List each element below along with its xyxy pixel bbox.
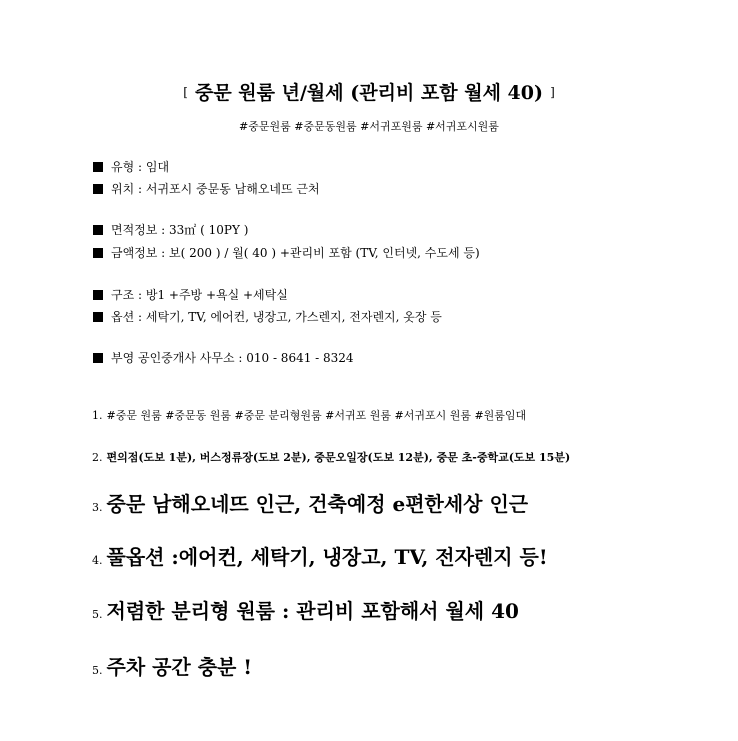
- info-text: 금액정보 : 보( 200 ) / 월( 40 ) +관리비 포함 (TV, 인터넷, 수도세 등): [111, 246, 480, 260]
- page-title: 중문 원룸 년/월세 (관리비 포함 월세 40): [194, 82, 543, 104]
- hashtags: #중문원룸 #중문동원룸 #서귀포원룸 #서귀포시원룸: [239, 120, 499, 133]
- info-item-type: [93, 159, 169, 175]
- info-item-contact: [93, 350, 354, 366]
- point-text: 풀옵션 :에어컨, 세탁기, 냉장고, TV, 전자렌지 등!: [106, 545, 548, 569]
- point-item-3: [92, 488, 528, 517]
- point-item-1: [92, 404, 526, 423]
- point-text: 편의점(도보 1분), 버스정류장(도보 2분), 중문오일장(도보 12분), 중문 초-중학교(도보 15분): [106, 451, 571, 464]
- info-text: 부영 공인중개사 사무소 : 010 - 8641 - 8324: [111, 351, 354, 365]
- info-text: 유형 : 임대: [111, 160, 170, 174]
- info-item-location: [93, 181, 320, 197]
- bullet-square-icon: [93, 184, 103, 194]
- point-text: 중문 남해오네뜨 인근, 건축예정 e편한세상 인근: [106, 492, 529, 516]
- point-item-6: [92, 651, 252, 680]
- info-text: 위치 : 서귀포시 중문동 남해오네뜨 근처: [111, 182, 320, 196]
- bullet-square-icon: [93, 312, 103, 322]
- title-bracket-close: ]: [550, 85, 555, 99]
- point-number: 3.: [92, 501, 103, 514]
- info-text: 구조 : 방1 +주방 +욕실 +세탁실: [111, 288, 288, 302]
- point-item-4: [92, 541, 548, 570]
- title-bracket-open: [: [183, 85, 188, 99]
- point-number: 4.: [92, 554, 103, 567]
- info-text: 면적정보 : 33㎡ ( 10PY ): [111, 223, 249, 237]
- point-item-2: [92, 446, 570, 465]
- point-item-5: [92, 595, 519, 624]
- point-text: #중문 원룸 #중문동 원룸 #중문 분리형원룸 #서귀포 원룸 #서귀포시 원룸 #원룸임대: [106, 409, 527, 422]
- point-text: 주차 공간 충분 !: [106, 655, 253, 679]
- bullet-square-icon: [93, 225, 103, 235]
- info-text: 옵션 : 세탁기, TV, 에어컨, 냉장고, 가스렌지, 전자렌지, 옷장 등: [111, 310, 442, 324]
- bullet-square-icon: [93, 162, 103, 172]
- info-item-area: [93, 222, 248, 238]
- info-item-price: [93, 245, 480, 261]
- bullet-square-icon: [93, 248, 103, 258]
- bullet-square-icon: [93, 353, 103, 363]
- point-text: 저렴한 분리형 원룸 : 관리비 포함해서 월세 40: [106, 599, 519, 623]
- point-number: 5.: [92, 608, 103, 621]
- point-number: 5.: [92, 664, 103, 677]
- title-line: [0, 78, 738, 105]
- info-item-options: [93, 309, 442, 325]
- info-item-structure: [93, 287, 288, 303]
- point-number: 2.: [92, 451, 103, 464]
- point-number: 1.: [92, 409, 103, 422]
- bullet-square-icon: [93, 290, 103, 300]
